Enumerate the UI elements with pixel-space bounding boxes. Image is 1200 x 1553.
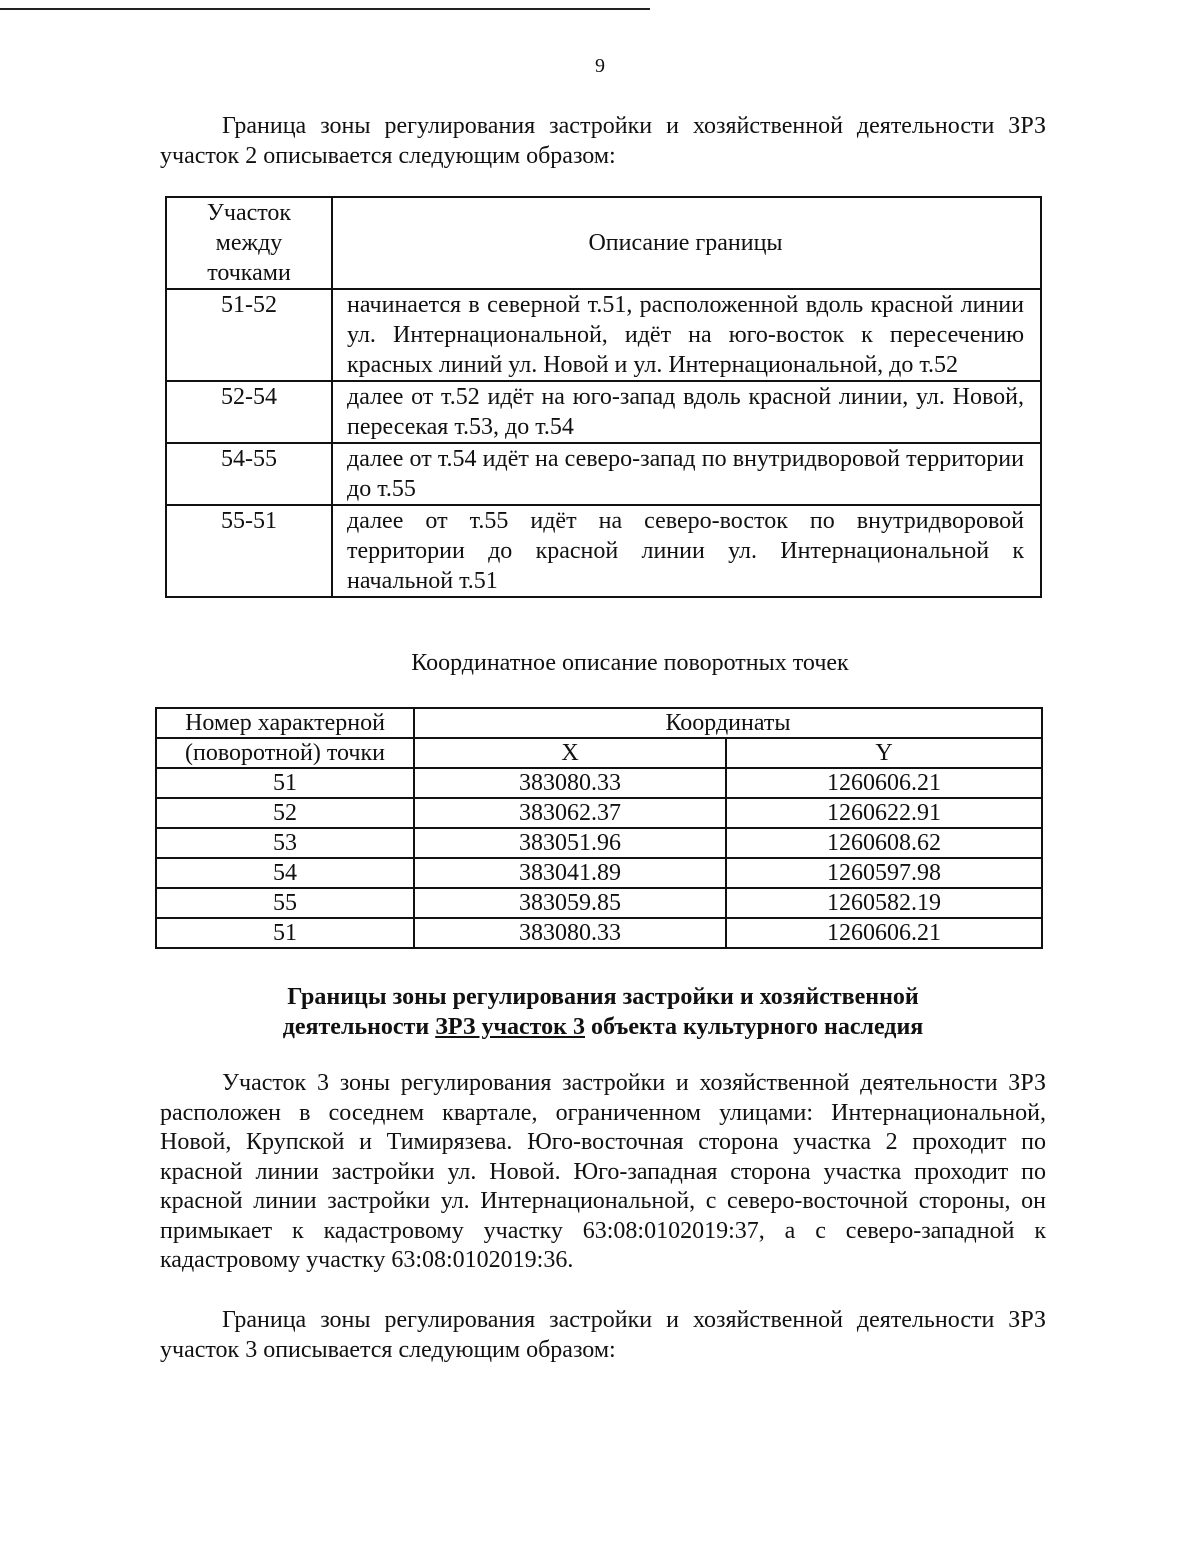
coordinates-table [155,707,1043,949]
section-heading-line1: Границы зоны регулирования застройки и хозяйственной [287,984,919,1010]
paragraph-3-text: Участок 3 зоны регулирования застройки и хозяйственной деятельности ЗРЗ расположен в соседнем квартале, ограниченном улицами: Интернациональной, Новой, Крупской и Тимирязева. Юго-восточная сторона участка 2 проходит по красной линии застройки ул. Новой. Юго-западная сторона участка проходит по красной линии застройки ул. Интернациональной, с северо-восточной стороны, он примыкает к кадастровому участку 63:08:0102019:37, а с северо-западной к кадастровому участку 63:08:0102019:36. [160,1070,1046,1273]
segment-cell: 51-52 [166,289,332,381]
table-row [166,505,1041,597]
segment-header-line: Участок [206,200,292,226]
table-row [156,798,1042,828]
x-cell: 383062.37 [414,798,726,828]
coordinates-caption: Координатное описание поворотных точек [411,650,849,676]
table-row [156,888,1042,918]
y-cell: 1260608.62 [726,828,1042,858]
boundary-table [165,196,1042,598]
x-cell: 383080.33 [414,918,726,948]
description-cell: далее от т.52 идёт на юго-запад вдоль красной линии, ул. Новой, пересекая т.53, до т.54 [332,381,1041,443]
segment-header-line: между [215,230,283,256]
point-cell: 53 [156,828,414,858]
coordinates-header-row [156,708,1042,738]
segment-cell: 52-54 [166,381,332,443]
x-cell: 383080.33 [414,768,726,798]
paragraph-3 [160,1069,1046,1276]
coordinates-header: Координаты [414,708,1042,738]
point-header: Номер характерной [156,708,414,738]
top-rule [0,8,650,10]
point-cell: 54 [156,858,414,888]
section-heading-underlined: ЗРЗ участок 3 [435,1014,585,1040]
description-cell: далее от т.55 идёт на северо-восток по внутридворовой территории до красной линии ул. Интернациональной к начальной т.51 [332,505,1041,597]
boundary-table-header [166,197,1041,289]
table-row [166,381,1041,443]
point-cell: 52 [156,798,414,828]
description-header: Описание границы [332,197,1041,289]
point-cell: 51 [156,918,414,948]
intro-paragraph [160,112,1046,171]
table-row [156,828,1042,858]
table-row [156,858,1042,888]
segment-header [166,197,332,289]
table-row [156,918,1042,948]
coordinates-subheader-row [156,738,1042,768]
y-header: Y [726,738,1042,768]
x-cell: 383041.89 [414,858,726,888]
description-cell: начинается в северной т.51, расположенной вдоль красной линии ул. Интернациональной, идёт на юго-восток к пересечению красных линий ул. Новой и ул. Интернациональной, до т.52 [332,289,1041,381]
paragraph-4 [160,1306,1046,1365]
y-cell: 1260597.98 [726,858,1042,888]
point-cell: 51 [156,768,414,798]
section-heading-line2 [160,1012,1046,1042]
section-heading-pre: деятельности [282,1014,436,1040]
segment-cell: 54-55 [166,443,332,505]
segment-header-line: точками [207,260,291,286]
point-cell: 55 [156,888,414,918]
page-number: 9 [595,55,605,77]
table-row [166,289,1041,381]
x-cell: 383051.96 [414,828,726,858]
y-cell: 1260606.21 [726,768,1042,798]
point-header-line2: (поворотной) точки [156,738,414,768]
x-header: X [414,738,726,768]
description-cell: далее от т.54 идёт на северо-запад по внутридворовой территории до т.55 [332,443,1041,505]
y-cell: 1260606.21 [726,918,1042,948]
section-heading [160,982,1046,1042]
y-cell: 1260582.19 [726,888,1042,918]
y-cell: 1260622.91 [726,798,1042,828]
x-cell: 383059.85 [414,888,726,918]
table-row [156,768,1042,798]
intro-text: Граница зоны регулирования застройки и хозяйственной деятельности ЗРЗ участок 2 описывается следующим образом: [160,113,1046,169]
section-heading-post: объекта культурного наследия [584,1014,924,1040]
segment-cell: 55-51 [166,505,332,597]
table-row [166,443,1041,505]
paragraph-4-text: Граница зоны регулирования застройки и хозяйственной деятельности ЗРЗ участок 3 описывается следующим образом: [160,1307,1046,1363]
